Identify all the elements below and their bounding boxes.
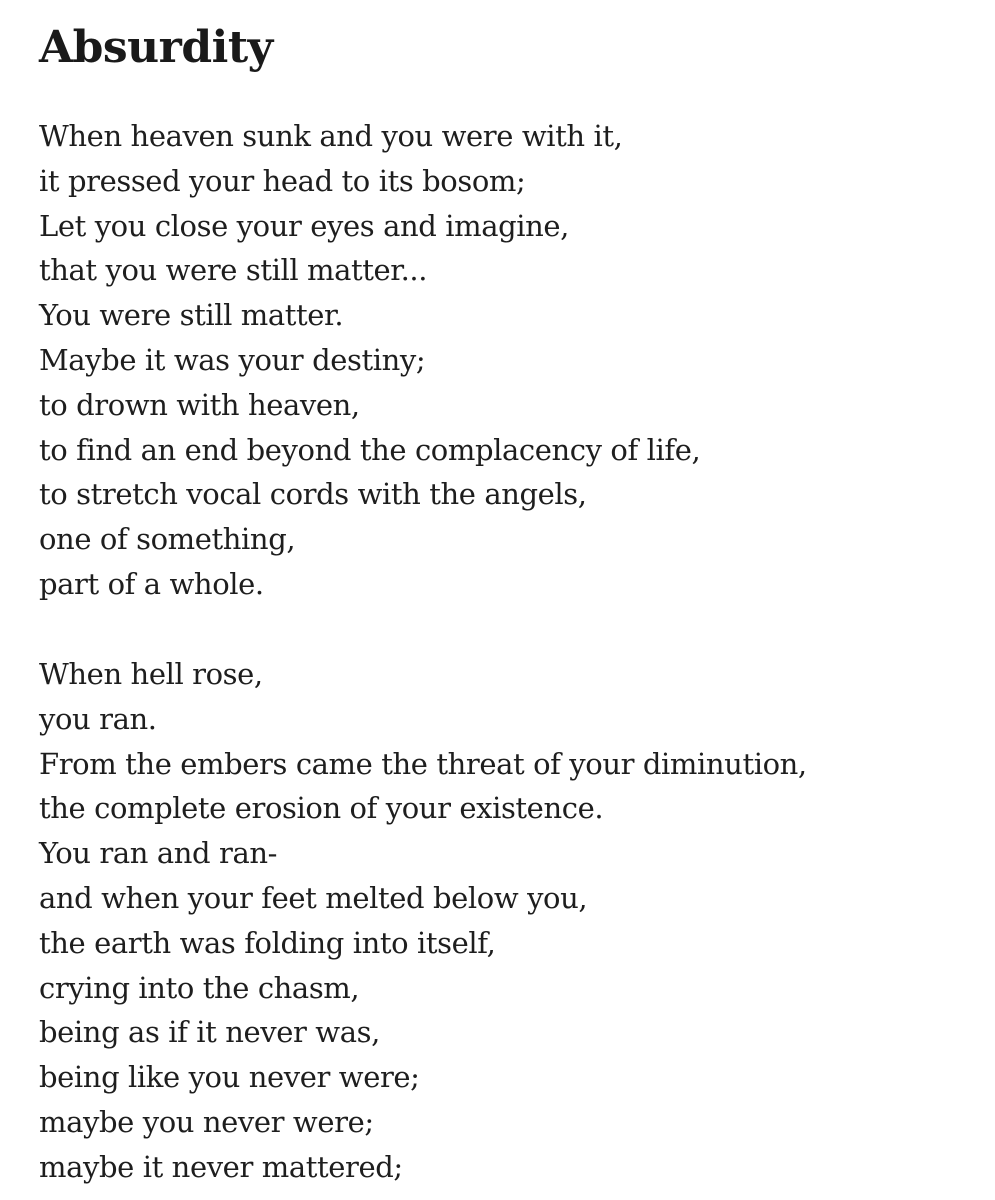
stanza-1 — [39, 114, 700, 607]
poem-line: to stretch vocal cords with the angels, — [39, 477, 587, 512]
poem-line: Let you close your eyes and imagine, — [39, 208, 569, 243]
poem-line: you ran. — [39, 701, 157, 736]
poem-line: it pressed your head to its bosom; — [39, 163, 526, 198]
poem-line: being like you never were; — [39, 1060, 420, 1095]
stanza-2 — [39, 652, 807, 1190]
poem-line: the complete erosion of your existence. — [39, 791, 604, 826]
poem-line: From the embers came the threat of your diminution, — [39, 746, 807, 781]
poem-line: When hell rose, — [39, 657, 263, 691]
poem-line: You ran and ran- — [39, 836, 278, 871]
poem-line: that you were still matter... — [39, 253, 428, 288]
poem-line: You were still matter. — [39, 298, 344, 333]
poem-line: being as if it never was, — [39, 1015, 380, 1050]
poem-title: Absurdity — [39, 22, 273, 73]
poem-line: part of a whole. — [39, 566, 264, 601]
poem-line: one of something, — [39, 522, 296, 557]
poem-line: maybe it never mattered; — [39, 1149, 403, 1184]
poem-line: Maybe it was your destiny; — [39, 342, 426, 377]
poem-line: and when your feet melted below you, — [39, 880, 588, 915]
poem-line: to drown with heaven, — [39, 387, 360, 422]
poem-line: to find an end beyond the complacency of life, — [39, 432, 701, 467]
poem-line: the earth was folding into itself, — [39, 925, 496, 960]
poem-line: crying into the chasm, — [39, 970, 360, 1005]
poem-line: When heaven sunk and you were with it, — [39, 119, 623, 153]
poem-line: maybe you never were; — [39, 1104, 374, 1139]
poem-page — [39, 0, 975, 1200]
